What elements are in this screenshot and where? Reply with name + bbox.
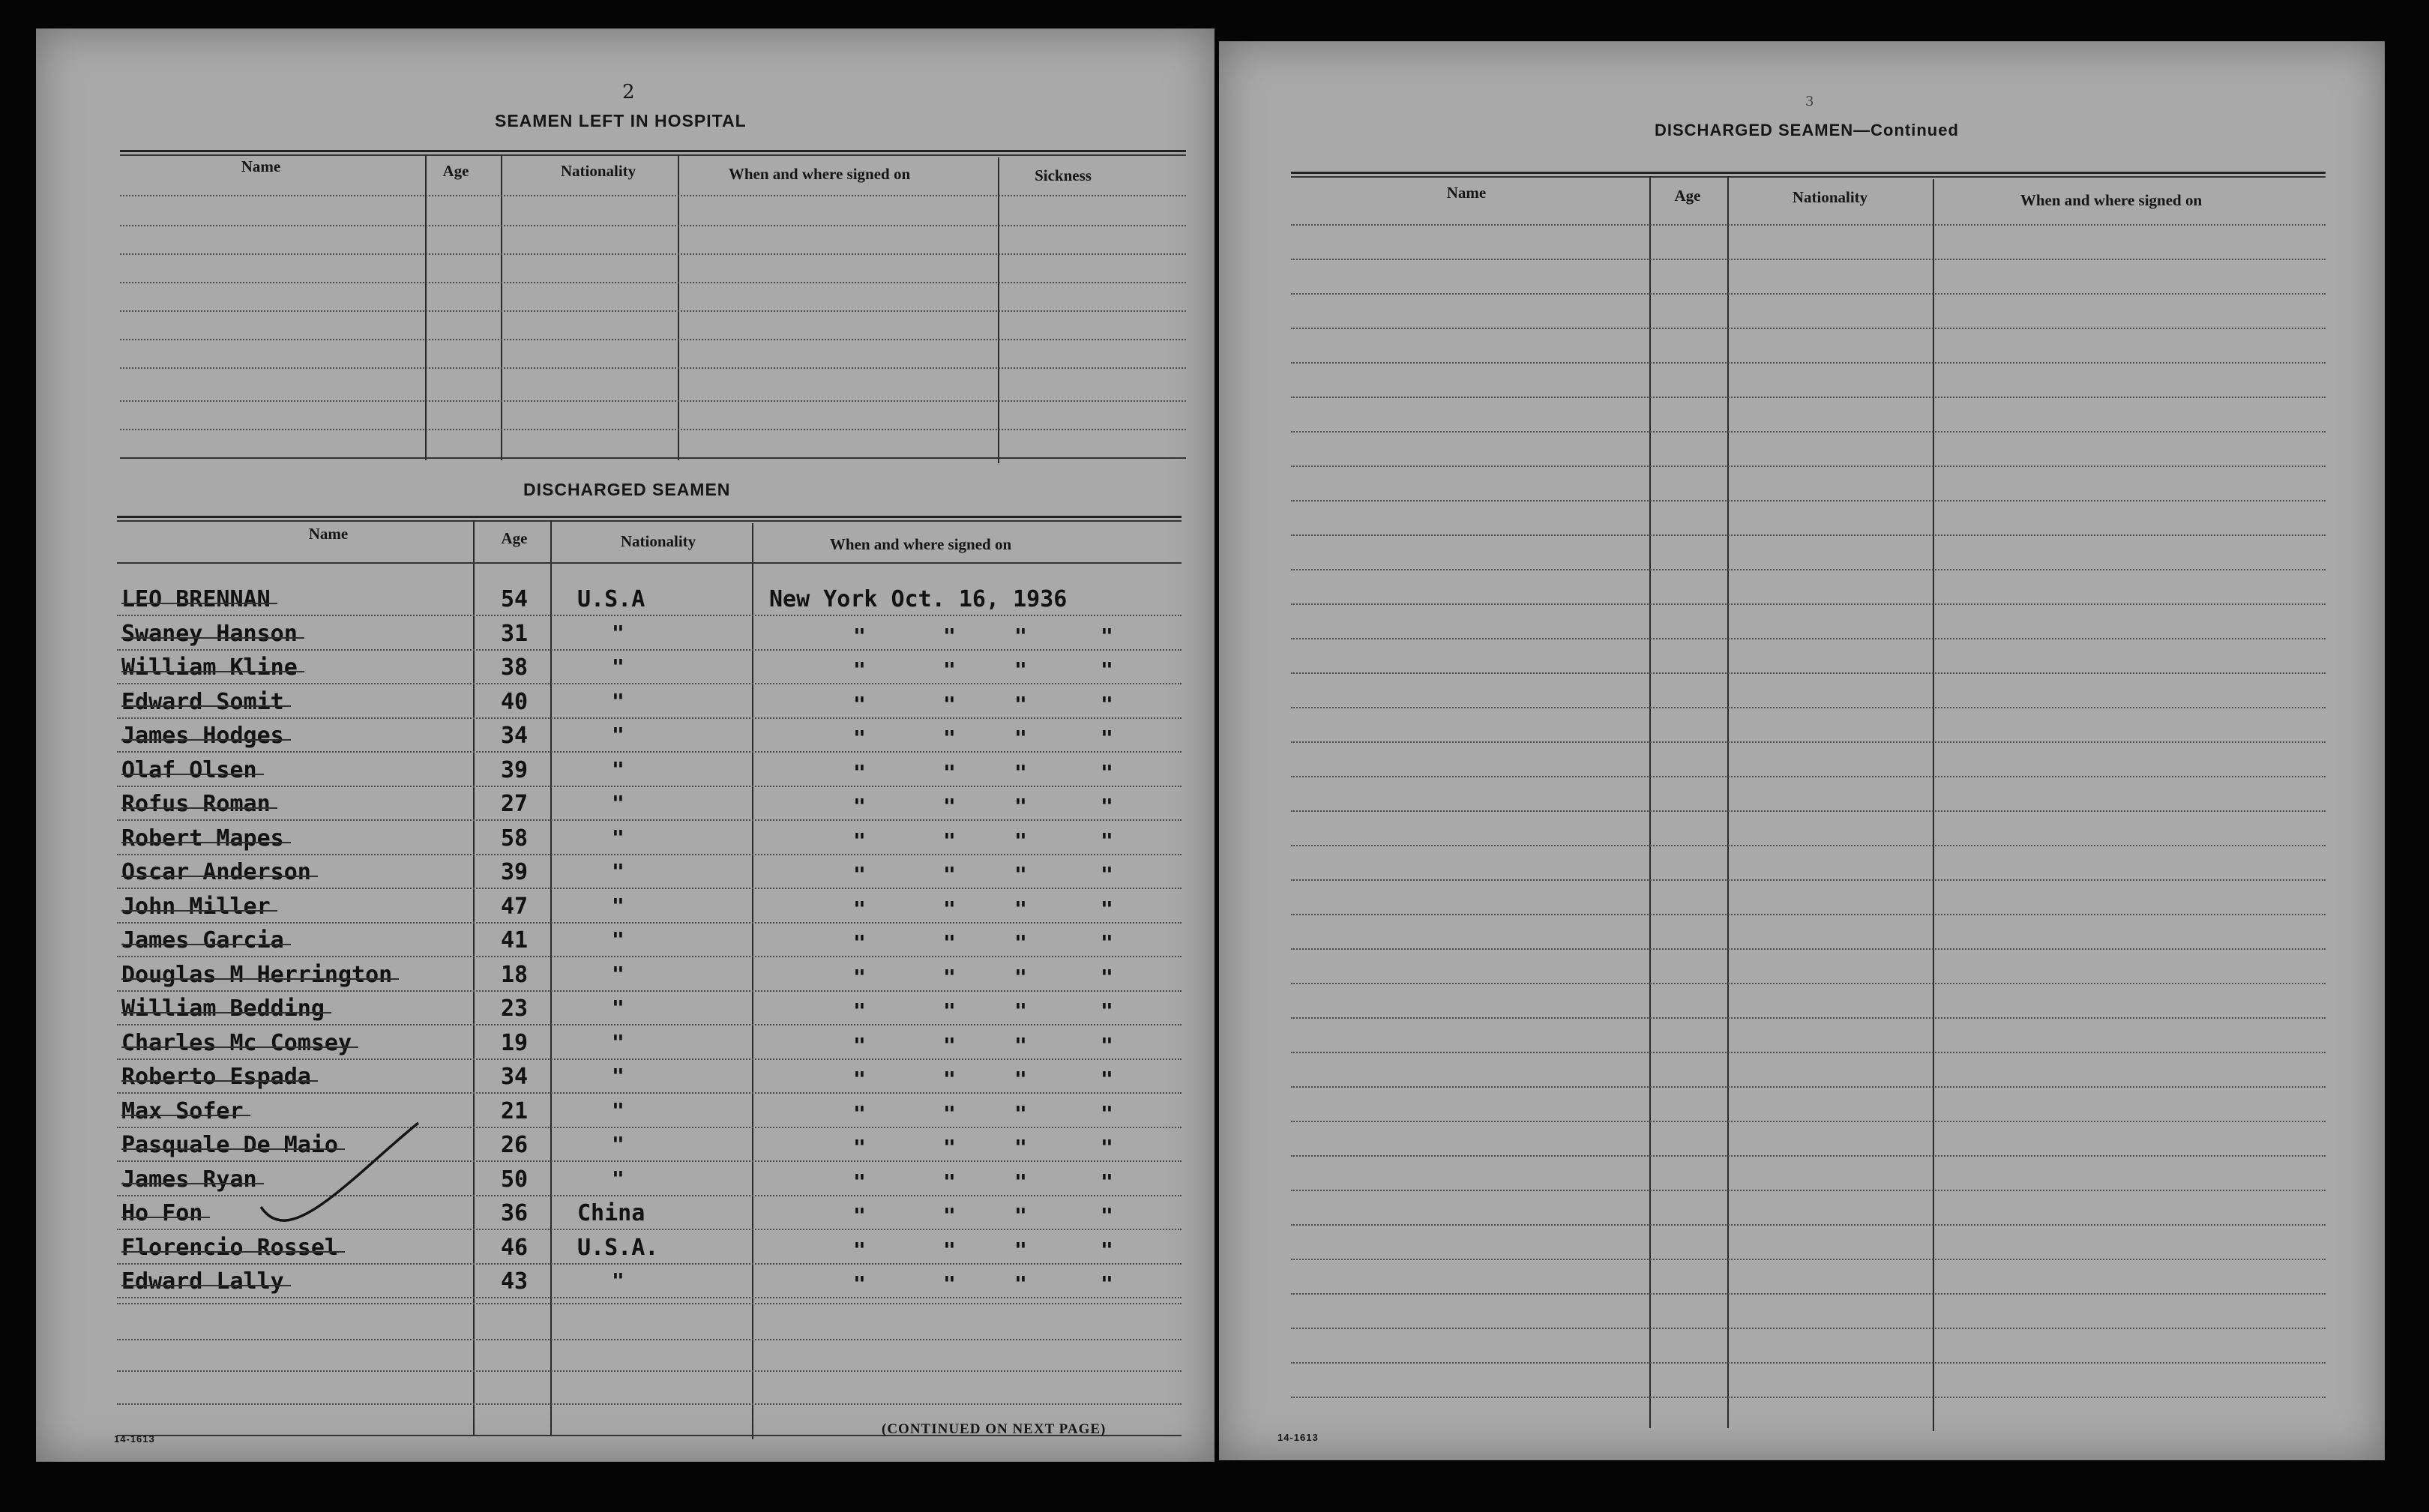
seaman-age: 19 bbox=[501, 1029, 529, 1056]
discharged-col-nationality: Nationality bbox=[620, 532, 696, 550]
check-mark-icon bbox=[246, 1117, 426, 1229]
ditto-mark: " bbox=[1014, 862, 1027, 887]
ditto-mark: " bbox=[853, 726, 866, 750]
hospital-col-nationality: Nationality bbox=[560, 162, 636, 180]
seaman-name: James Garcia bbox=[121, 927, 284, 954]
seaman-nationality: U.S.A bbox=[577, 586, 645, 612]
ditto-mark: " bbox=[943, 691, 956, 717]
seaman-nationality: " bbox=[612, 1166, 624, 1191]
seaman-nationality: " bbox=[612, 620, 624, 645]
right-col-nationality: Nationality bbox=[1792, 188, 1868, 206]
ditto-mark: " bbox=[1014, 930, 1027, 955]
ditto-mark: " bbox=[853, 1271, 866, 1296]
ditto-mark: " bbox=[943, 1135, 956, 1160]
seaman-age: 21 bbox=[501, 1097, 529, 1124]
discharged-section-title: DISCHARGED SEAMEN bbox=[523, 480, 731, 499]
hospital-col-signed-on: When and where signed on bbox=[728, 165, 911, 183]
hospital-col-age: Age bbox=[442, 162, 469, 180]
ditto-mark: " bbox=[1014, 1203, 1027, 1228]
ditto-mark: " bbox=[853, 964, 866, 990]
ditto-mark: " bbox=[853, 862, 866, 887]
right-col-name: Name bbox=[1446, 184, 1487, 202]
hospital-col-sickness: Sickness bbox=[1035, 166, 1092, 184]
ditto-mark: " bbox=[1101, 657, 1113, 682]
seaman-name: Olaf Olsen bbox=[121, 756, 257, 783]
ditto-mark: " bbox=[943, 1100, 956, 1126]
hospital-section-title: SEAMEN LEFT IN HOSPITAL bbox=[495, 111, 747, 130]
seaman-name: John Miller bbox=[121, 893, 271, 920]
ditto-mark: " bbox=[943, 726, 956, 750]
ditto-mark: " bbox=[853, 1203, 866, 1228]
ditto-mark: " bbox=[1101, 1203, 1113, 1228]
ditto-mark: " bbox=[1014, 657, 1027, 682]
ditto-mark: " bbox=[1014, 794, 1027, 819]
seaman-name: Ho Fon bbox=[121, 1200, 203, 1226]
ditto-mark: " bbox=[1101, 862, 1113, 887]
ditto-mark: " bbox=[1101, 1169, 1113, 1194]
seaman-name: LEO BRENNAN bbox=[121, 586, 271, 612]
form-number-right: 14-1613 bbox=[1277, 1432, 1319, 1443]
ditto-mark: " bbox=[943, 862, 956, 887]
ditto-mark: " bbox=[943, 657, 956, 682]
ditto-mark: " bbox=[853, 999, 866, 1023]
seaman-nationality: " bbox=[612, 961, 624, 987]
seaman-name: Charles Mc Comsey bbox=[121, 1029, 352, 1056]
ditto-mark: " bbox=[853, 1135, 866, 1160]
ditto-mark: " bbox=[1014, 1271, 1027, 1296]
ditto-mark: " bbox=[1014, 759, 1027, 785]
seaman-age: 38 bbox=[501, 654, 529, 681]
ditto-mark: " bbox=[1101, 759, 1113, 785]
seaman-nationality: U.S.A. bbox=[577, 1234, 659, 1261]
ditto-mark: " bbox=[853, 828, 866, 853]
seaman-name: Max Sofer bbox=[121, 1097, 244, 1124]
ditto-mark: " bbox=[943, 1067, 956, 1091]
seaman-age: 36 bbox=[501, 1200, 529, 1226]
seaman-name: Florencio Rossel bbox=[121, 1234, 338, 1261]
ditto-mark: " bbox=[943, 930, 956, 955]
seaman-nationality: " bbox=[612, 688, 624, 714]
seaman-nationality: China bbox=[577, 1200, 645, 1226]
right-section-title: DISCHARGED SEAMEN—Continued bbox=[1655, 121, 1959, 139]
seaman-age: 27 bbox=[501, 791, 529, 817]
ditto-mark: " bbox=[1101, 1032, 1113, 1058]
seaman-age: 39 bbox=[501, 756, 529, 783]
ditto-mark: " bbox=[1014, 828, 1027, 853]
seaman-nationality: " bbox=[612, 825, 624, 850]
ditto-mark: " bbox=[1101, 1271, 1113, 1296]
ditto-mark: " bbox=[1101, 964, 1113, 990]
ditto-mark: " bbox=[1101, 1067, 1113, 1091]
ditto-mark: " bbox=[1101, 726, 1113, 750]
seaman-nationality: " bbox=[612, 859, 624, 884]
ditto-mark: " bbox=[853, 691, 866, 717]
ditto-mark: " bbox=[943, 964, 956, 990]
ditto-mark: " bbox=[1101, 930, 1113, 955]
seaman-age: 43 bbox=[501, 1268, 529, 1295]
ditto-mark: " bbox=[1101, 1135, 1113, 1160]
seaman-age: 47 bbox=[501, 893, 529, 920]
form-number: 14-1613 bbox=[114, 1433, 155, 1445]
ditto-mark: " bbox=[943, 896, 956, 921]
seaman-age: 31 bbox=[501, 620, 529, 647]
seaman-age: 34 bbox=[501, 723, 529, 749]
seaman-name: Pasquale De Maio bbox=[121, 1132, 338, 1158]
seaman-name: James Hodges bbox=[121, 723, 284, 749]
discharged-col-signed-on: When and where signed on bbox=[829, 535, 1012, 553]
seaman-age: 50 bbox=[501, 1166, 529, 1193]
seaman-age: 23 bbox=[501, 996, 529, 1022]
seaman-name: Douglas M Herrington bbox=[121, 961, 393, 988]
ditto-mark: " bbox=[1101, 1237, 1113, 1262]
ditto-mark: " bbox=[1014, 1032, 1027, 1058]
ditto-mark: " bbox=[853, 1067, 866, 1091]
seaman-age: 18 bbox=[501, 961, 529, 988]
ditto-mark: " bbox=[1101, 691, 1113, 717]
seaman-nationality: " bbox=[612, 1132, 624, 1157]
seaman-name: Edward Lally bbox=[121, 1268, 284, 1295]
seaman-age: 34 bbox=[501, 1064, 529, 1090]
ditto-mark: " bbox=[1101, 623, 1113, 648]
seaman-age: 58 bbox=[501, 825, 529, 852]
ditto-mark: " bbox=[853, 1169, 866, 1194]
ditto-mark: " bbox=[1014, 1100, 1027, 1126]
seaman-name: William Bedding bbox=[121, 996, 325, 1022]
ditto-mark: " bbox=[1014, 896, 1027, 921]
ditto-mark: " bbox=[943, 999, 956, 1023]
ditto-mark: " bbox=[853, 1237, 866, 1262]
hospital-col-name: Name bbox=[241, 157, 281, 175]
seaman-nationality: " bbox=[612, 1029, 624, 1055]
seaman-age: 39 bbox=[501, 859, 529, 885]
ditto-mark: " bbox=[943, 1237, 956, 1262]
ditto-mark: " bbox=[1101, 896, 1113, 921]
ditto-mark: " bbox=[853, 930, 866, 955]
seaman-nationality: " bbox=[612, 791, 624, 816]
ditto-mark: " bbox=[943, 1169, 956, 1194]
seaman-name: Oscar Anderson bbox=[121, 859, 311, 885]
seaman-name: James Ryan bbox=[121, 1166, 257, 1193]
seaman-name: Rofus Roman bbox=[121, 791, 271, 817]
ditto-mark: " bbox=[943, 1271, 956, 1296]
ditto-mark: " bbox=[853, 896, 866, 921]
seaman-name: Robert Mapes bbox=[121, 825, 284, 852]
seaman-age: 54 bbox=[501, 586, 529, 612]
seaman-age: 40 bbox=[501, 688, 529, 715]
ditto-mark: " bbox=[1014, 1067, 1027, 1091]
ditto-mark: " bbox=[853, 794, 866, 819]
ditto-mark: " bbox=[1014, 964, 1027, 990]
ditto-mark: " bbox=[1101, 1100, 1113, 1126]
seaman-nationality: " bbox=[612, 1268, 624, 1293]
seaman-signed-on: New York Oct. 16, 1936 bbox=[769, 586, 1068, 612]
seaman-name: Edward Somit bbox=[121, 688, 284, 715]
ditto-mark: " bbox=[853, 759, 866, 785]
ditto-mark: " bbox=[853, 1100, 866, 1126]
ditto-mark: " bbox=[1014, 999, 1027, 1023]
ditto-mark: " bbox=[1014, 1135, 1027, 1160]
ditto-mark: " bbox=[1101, 794, 1113, 819]
ditto-mark: " bbox=[943, 828, 956, 853]
right-col-signed-on: When and where signed on bbox=[2020, 191, 2203, 209]
seaman-nationality: " bbox=[612, 927, 624, 952]
seaman-age: 41 bbox=[501, 927, 529, 954]
discharged-col-name: Name bbox=[308, 525, 349, 543]
ditto-mark: " bbox=[1014, 1169, 1027, 1194]
ditto-mark: " bbox=[1014, 623, 1027, 648]
seaman-age: 26 bbox=[501, 1132, 529, 1158]
seaman-nationality: " bbox=[612, 723, 624, 747]
ditto-mark: " bbox=[1101, 828, 1113, 853]
ditto-mark: " bbox=[943, 623, 956, 648]
right-col-age: Age bbox=[1674, 187, 1701, 205]
seaman-nationality: " bbox=[612, 1097, 624, 1123]
ditto-mark: " bbox=[1014, 691, 1027, 717]
ditto-mark: " bbox=[1014, 1237, 1027, 1262]
ditto-mark: " bbox=[1014, 726, 1027, 750]
seaman-name: Roberto Espada bbox=[121, 1064, 311, 1090]
ditto-mark: " bbox=[853, 1032, 866, 1058]
left-page bbox=[36, 28, 1214, 1462]
seaman-name: William Kline bbox=[121, 654, 298, 681]
seaman-nationality: " bbox=[612, 1064, 624, 1088]
ditto-mark: " bbox=[853, 623, 866, 648]
discharged-col-age: Age bbox=[501, 529, 528, 547]
seaman-nationality: " bbox=[612, 756, 624, 782]
seaman-name: Swaney Hanson bbox=[121, 620, 298, 647]
ditto-mark: " bbox=[1101, 999, 1113, 1023]
seaman-nationality: " bbox=[612, 996, 624, 1020]
ditto-mark: " bbox=[943, 759, 956, 785]
page-number-right: 3 bbox=[1805, 94, 1814, 109]
ditto-mark: " bbox=[853, 657, 866, 682]
seaman-nationality: " bbox=[612, 654, 624, 679]
ditto-mark: " bbox=[943, 794, 956, 819]
ditto-mark: " bbox=[943, 1032, 956, 1058]
continued-footer: (CONTINUED ON NEXT PAGE) bbox=[882, 1421, 1107, 1437]
right-page bbox=[1219, 41, 2385, 1460]
seaman-age: 46 bbox=[501, 1234, 529, 1261]
page-number: 2 bbox=[622, 81, 635, 103]
seaman-nationality: " bbox=[612, 893, 624, 918]
ditto-mark: " bbox=[943, 1203, 956, 1228]
